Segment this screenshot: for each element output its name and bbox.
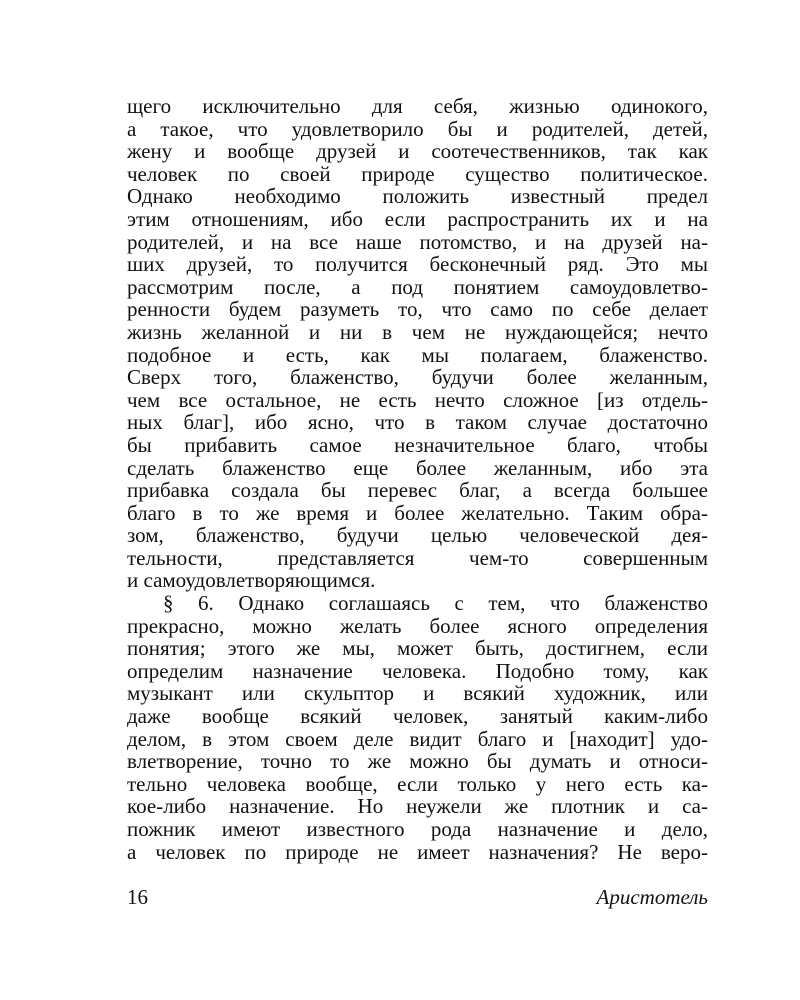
- text-line: щего исключительно для себя, жизнью одинокого,: [127, 94, 708, 118]
- text-line: жену и вообще друзей и соотечественников, так как: [127, 139, 708, 164]
- text-line: определим назначение человека. Подобно тому, как: [127, 658, 708, 683]
- page-footer: [127, 884, 708, 910]
- text-line: влетворение, точно то же можно бы думать и относи-: [127, 749, 708, 774]
- text-line: этим отношениям, ибо если распространить их и на: [127, 206, 708, 231]
- text-line: пожник имеют известного рода назначение и дело,: [127, 817, 708, 841]
- text-line: подобное и есть, как мы полагаем, блаженство.: [127, 342, 708, 367]
- text-line: даже вообще всякий человек, занятый каким-либо: [127, 704, 708, 729]
- text-line: кое-либо назначение. Но неужели же плотник и са-: [127, 794, 708, 819]
- text-line: прекрасно, можно желать более ясного определения: [127, 613, 708, 638]
- text-line: сделать блаженство еще более желанным, ибо эта: [127, 455, 708, 480]
- text-line: родителей, и на все наше потомство, и на друзей на-: [127, 229, 708, 254]
- text-line: тельно человека вообще, если только у него есть ка-: [127, 771, 708, 796]
- text-line: Однако необходимо положить известный предел: [127, 184, 708, 209]
- text-line: зом, блаженство, будучи целью человеческой дея-: [127, 523, 708, 548]
- page-number: 16: [127, 885, 148, 909]
- text-line: жизнь желанной и ни в чем не нуждающейся; нечто: [127, 319, 708, 344]
- text-line: а человек по природе не имеет назначения? Не веро-: [127, 839, 708, 864]
- text-line: ренности будем разуметь то, что само по себе делает: [127, 297, 708, 322]
- text-line: бы прибавить самое незначительное благо, чтобы: [127, 432, 708, 457]
- body-text: [127, 95, 708, 863]
- section-6-first-line: § 6. Однако соглашаясь с тем, что блаженство: [163, 591, 708, 616]
- text-line: тельности, представляется чем-то совершенным: [127, 545, 708, 570]
- text-line: человек по своей природе существо политическое.: [127, 161, 708, 186]
- text-line: ных благ], ибо ясно, что в таком случае достаточно: [127, 410, 708, 435]
- paragraph-end-line: и самоудовлетворяющимся.: [127, 568, 376, 593]
- text-line: прибавка создала бы перевес благ, а всегда большее: [127, 478, 708, 503]
- text-line: понятия; этого же мы, может быть, достигнем, если: [127, 636, 708, 661]
- running-title: Аристотель: [596, 885, 708, 909]
- text-line: делом, в этом своем деле видит благо и [находит] удо-: [127, 726, 708, 751]
- text-line: благо в то же время и более желательно. Таким обра-: [127, 500, 708, 525]
- text-line: чем все остальное, не есть нечто сложное [из отдель-: [127, 387, 708, 412]
- text-line: а такое, что удовлетворило бы и родителей, детей,: [127, 116, 708, 141]
- text-line: ших друзей, то получится бесконечный ряд. Это мы: [127, 252, 708, 277]
- text-line: музыкант или скульптор и всякий художник, или: [127, 681, 708, 706]
- text-line: Сверх того, блаженство, будучи более желанным,: [127, 365, 708, 390]
- text-line: рассмотрим после, а под понятием самоудовлетво-: [127, 274, 708, 299]
